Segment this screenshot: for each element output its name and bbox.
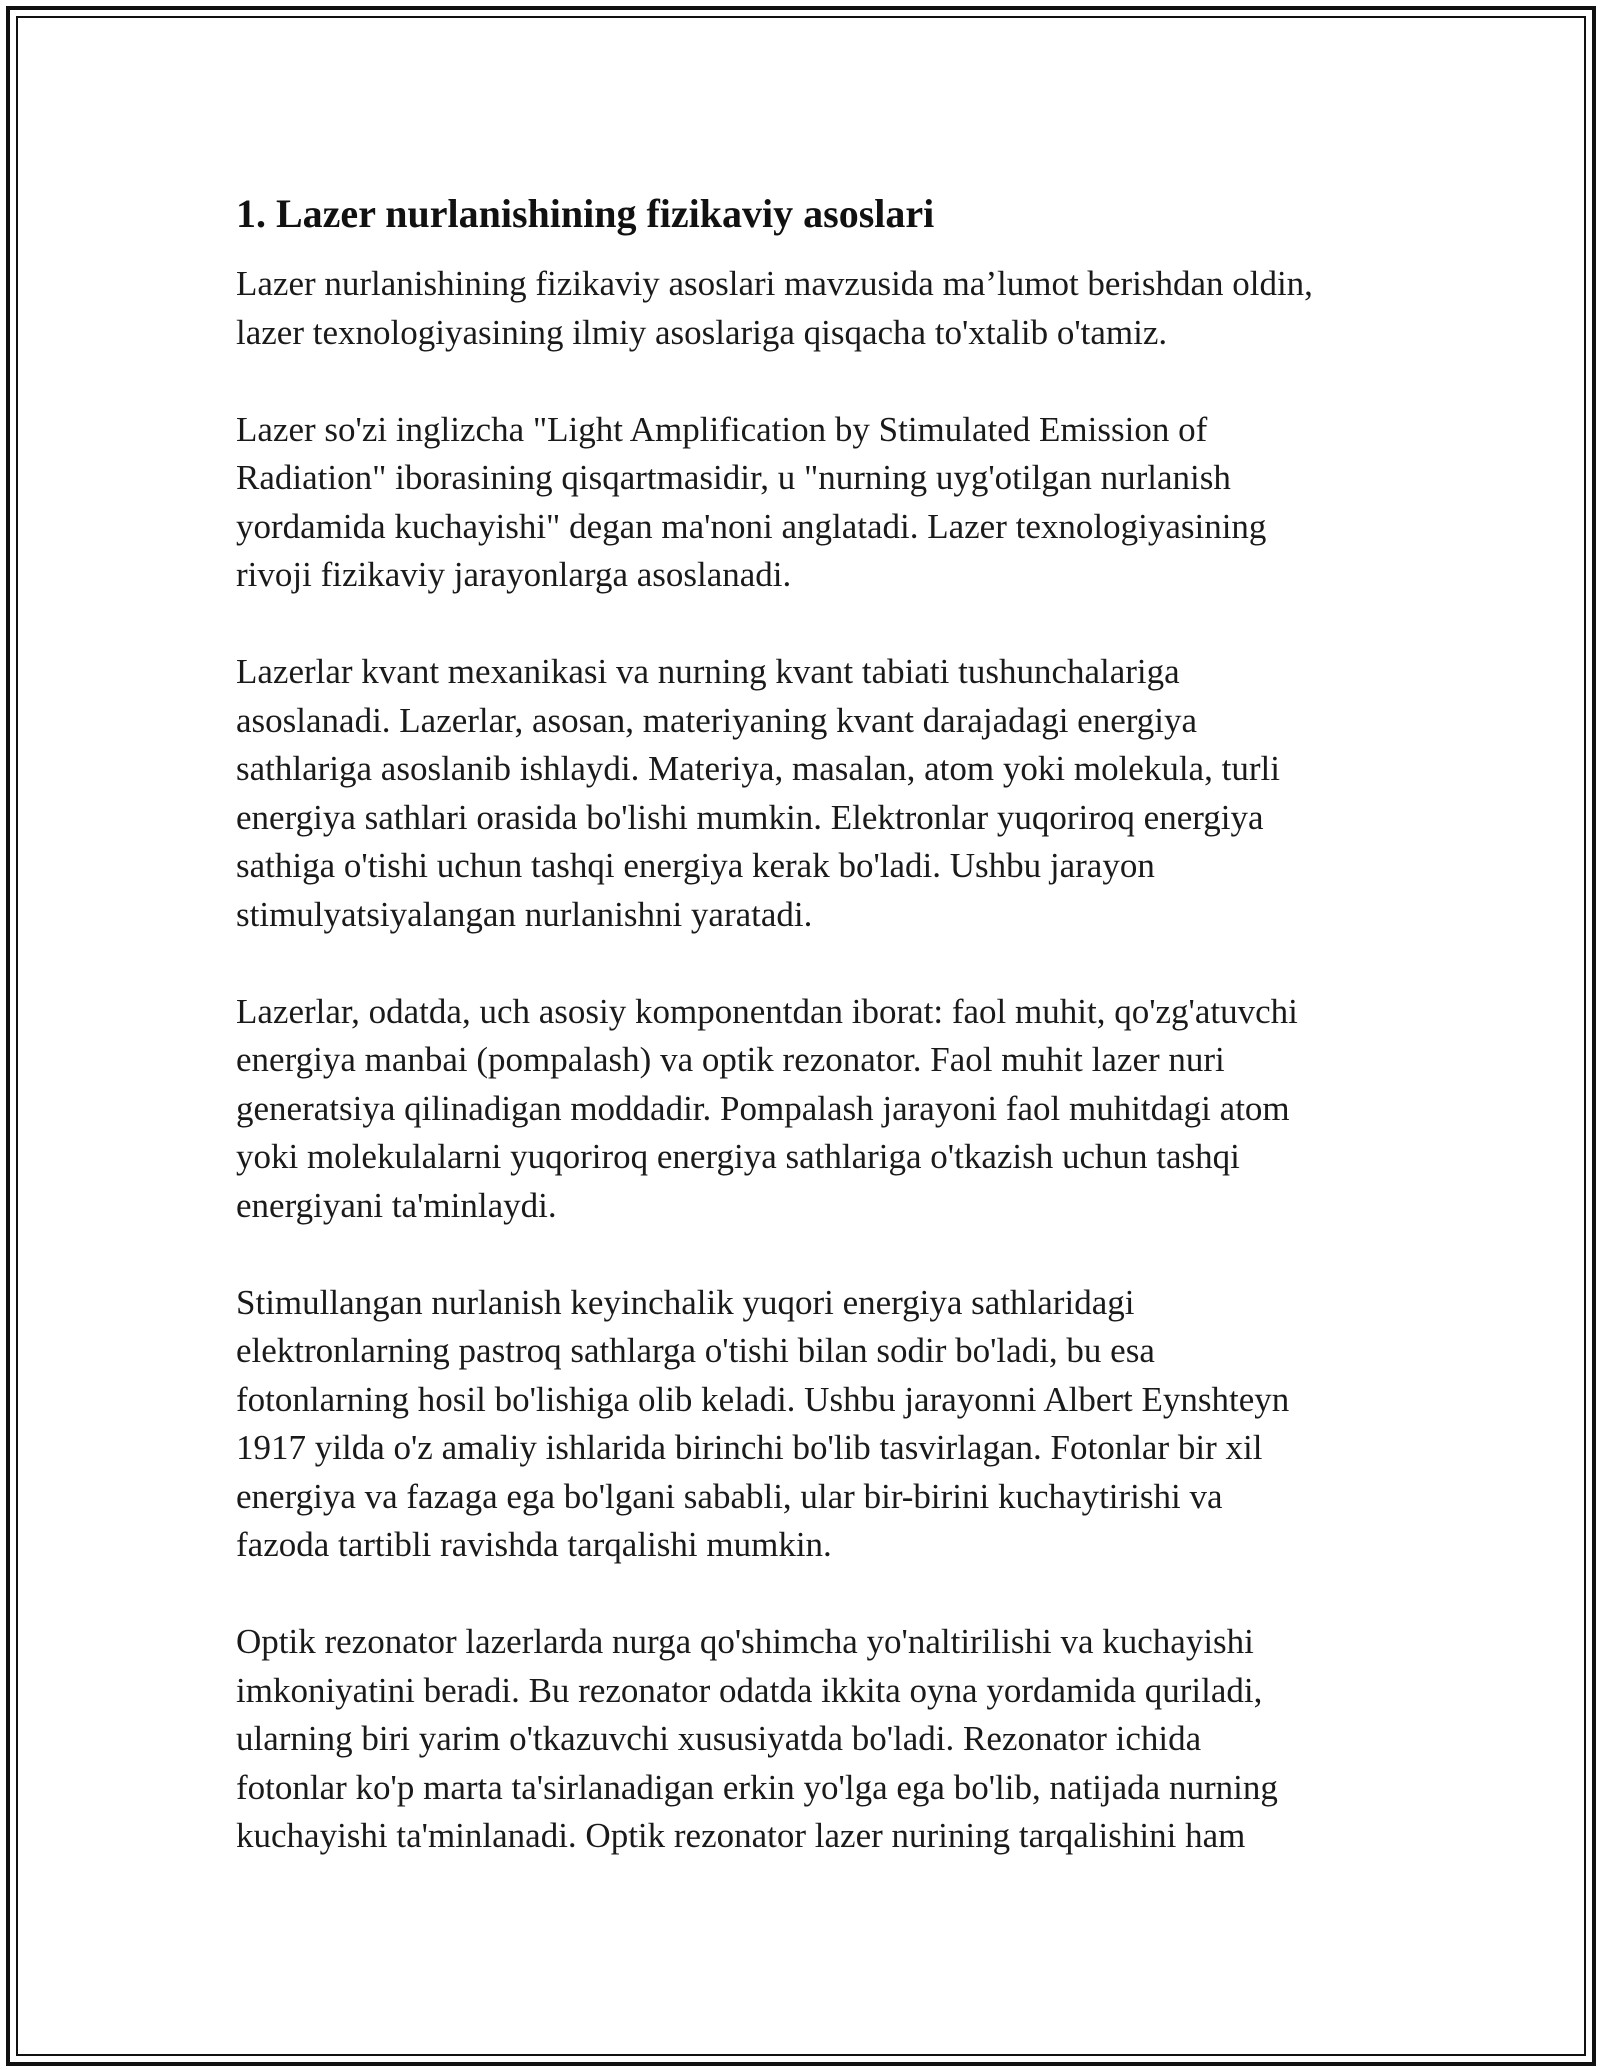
- text-line: fazoda tartibli ravishda tarqalishi mumkin.: [236, 1525, 832, 1564]
- text-line: Lazer nurlanishining fizikaviy asoslari mavzusida ma’lumot berishdan oldin,: [236, 264, 1313, 303]
- text-line: fotonlar ko'p marta ta'sirlanadigan erkin yo'lga ega bo'lib, natijada nurning: [236, 1767, 1278, 1807]
- text-line: Lazerlar, odatda, uch asosiy komponentdan iborat: faol muhit, qo'zg'atuvchi: [236, 991, 1298, 1031]
- text-line: energiya manbai (pompalash) va optik rezonator. Faol muhit lazer nuri: [236, 1040, 1225, 1079]
- paragraph-6: [236, 1618, 1386, 1861]
- paragraph-5: [236, 1279, 1386, 1570]
- text-line: energiya va fazaga ega bo'lgani sababli, ular bir-birini kuchaytirishi va: [236, 1476, 1223, 1516]
- text-line: Optik rezonator lazerlarda nurga qo'shimcha yo'naltirilishi va kuchayishi: [236, 1622, 1254, 1661]
- text-line: Radiation" iborasining qisqartmasidir, u "nurning uyg'otilgan nurlanish: [236, 458, 1231, 497]
- text-line: yordamida kuchayishi" degan ma'noni anglatadi. Lazer texnologiyasining: [236, 506, 1267, 546]
- paragraph-3: [236, 648, 1386, 939]
- text-line: energiya sathlari orasida bo'lishi mumkin. Elektronlar yuqoriroq energiya: [236, 797, 1264, 837]
- paragraph-1: [236, 260, 1386, 357]
- text-line: yoki molekulalarni yuqoriroq energiya sathlariga o'tkazish uchun tashqi: [236, 1137, 1240, 1176]
- text-line: sathiga o'tishi uchun tashqi energiya kerak bo'ladi. Ushbu jarayon: [236, 846, 1155, 885]
- text-line: imkoniyatini beradi. Bu rezonator odatda ikkita oyna yordamida quriladi,: [236, 1670, 1263, 1710]
- text-line: Stimullangan nurlanish keyinchalik yuqori energiya sathlaridagi: [236, 1282, 1135, 1322]
- document-body: [236, 188, 1386, 1909]
- text-line: asoslanadi. Lazerlar, asosan, materiyaning kvant darajadagi energiya: [236, 700, 1198, 740]
- text-line: Lazer so'zi inglizcha "Light Amplification by Stimulated Emission of: [236, 409, 1208, 449]
- text-line: energiyani ta'minlaydi.: [236, 1185, 557, 1225]
- text-line: elektronlarning pastroq sathlarga o'tishi bilan sodir bo'ladi, bu esa: [236, 1331, 1155, 1370]
- text-line: ularning biri yarim o'tkazuvchi xususiyatda bo'ladi. Rezonator ichida: [236, 1719, 1202, 1758]
- text-line: Lazerlar kvant mexanikasi va nurning kvant tabiati tushunchalariga: [236, 652, 1180, 691]
- text-line: sathlariga asoslanib ishlaydi. Materiya, masalan, atom yoki molekula, turli: [236, 749, 1280, 788]
- text-line: generatsiya qilinadigan moddadir. Pompalash jarayoni faol muhitdagi atom: [236, 1088, 1290, 1128]
- section-title: 1. Lazer nurlanishining fizikaviy asoslari: [236, 191, 935, 236]
- text-line: lazer texnologiyasining ilmiy asoslariga qisqacha to'xtalib o'tamiz.: [236, 312, 1168, 352]
- text-line: kuchayishi ta'minlanadi. Optik rezonator lazer nurining tarqalishini ham: [236, 1816, 1246, 1855]
- text-line: rivoji fizikaviy jarayonlarga asoslanadi.: [236, 555, 792, 594]
- paragraph-4: [236, 988, 1386, 1231]
- paragraph-2: [236, 406, 1386, 600]
- text-line: fotonlarning hosil bo'lishiga olib keladi. Ushbu jarayonni Albert Eynshteyn: [236, 1379, 1290, 1419]
- text-line: 1917 yilda o'z amaliy ishlarida birinchi bo'lib tasvirlagan. Fotonlar bir xil: [236, 1428, 1263, 1467]
- text-line: stimulyatsiyalangan nurlanishni yaratadi.: [236, 894, 813, 934]
